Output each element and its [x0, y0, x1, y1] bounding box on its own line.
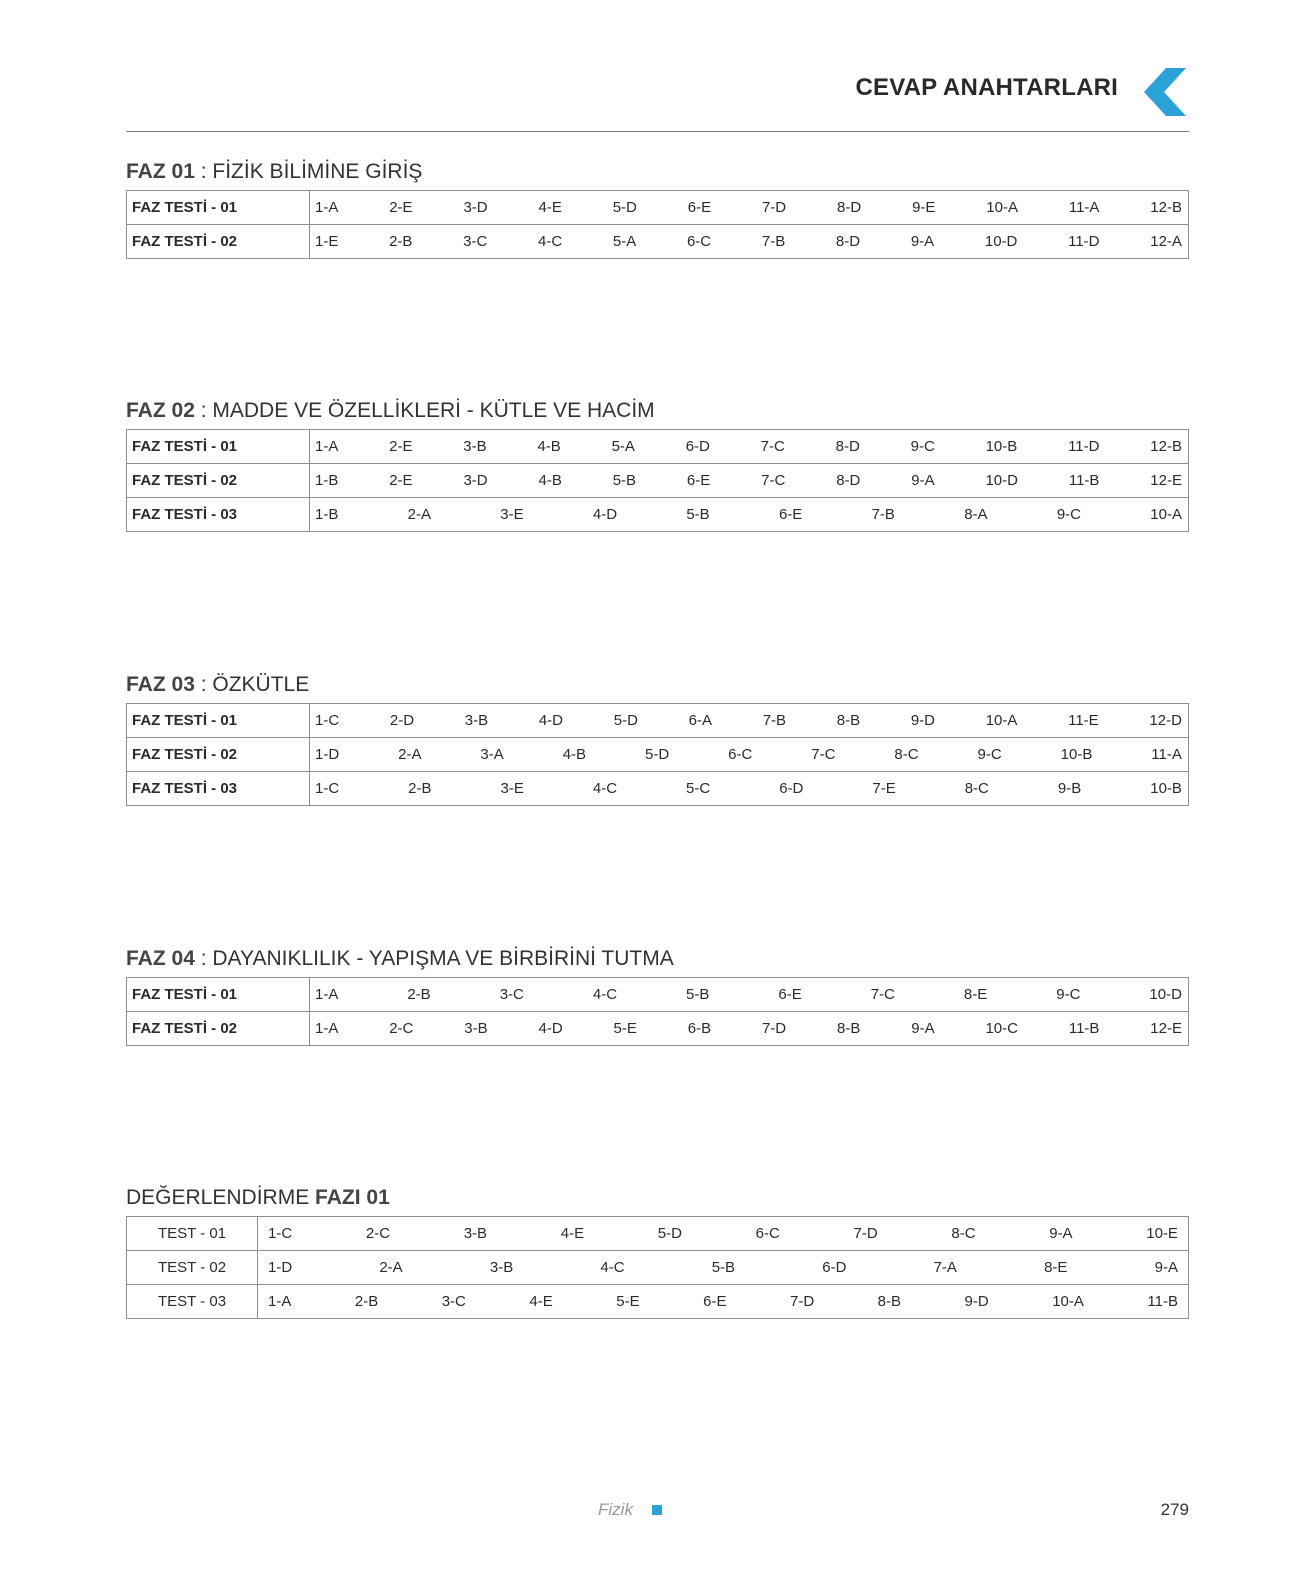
table-row: [127, 737, 1188, 771]
answer-cell: 3-B: [463, 438, 487, 455]
table-row: [127, 771, 1188, 805]
answer-cell: 7-C: [760, 438, 785, 455]
section-separator: :: [194, 399, 213, 422]
answer-cell: 2-A: [407, 506, 431, 523]
answer-cell: 4-E: [529, 1293, 553, 1310]
answer-cell: 9-A: [1049, 1225, 1073, 1242]
faz-04-section: [126, 944, 1189, 1046]
table-row: [127, 430, 1188, 463]
answer-cell: 6-C: [686, 233, 712, 250]
section-name: MADDE VE ÖZELLİKLERİ - KÜTLE VE HACİM: [212, 399, 655, 422]
answer-cell: 12-E: [1150, 472, 1182, 489]
answer-cell: 2-B: [408, 780, 432, 797]
answer-cell: 7-B: [762, 712, 787, 729]
table-row: [127, 1011, 1188, 1045]
answer-cell: 10-B: [985, 438, 1018, 455]
faz-01-section: [126, 157, 1189, 259]
answer-cell: 8-C: [894, 746, 919, 763]
table-row: [127, 497, 1188, 531]
answer-cell: 8-B: [877, 1293, 902, 1310]
answer-cell: 9-C: [977, 746, 1002, 763]
answer-cells: [258, 1217, 1188, 1250]
table-row: [127, 1284, 1188, 1318]
table-row: [127, 463, 1188, 497]
row-label: FAZ TESTİ - 01: [127, 704, 310, 737]
answer-cell: 4-B: [537, 438, 561, 455]
answer-cell: 12-E: [1150, 1020, 1182, 1037]
answer-cell: 5-D: [612, 199, 637, 216]
answer-cell: 6-E: [703, 1293, 727, 1310]
answer-cell: 6-E: [687, 199, 712, 216]
answer-cell: 8-E: [1044, 1259, 1068, 1276]
row-label: FAZ TESTİ - 02: [127, 1012, 310, 1045]
answer-cell: 9-C: [1056, 506, 1081, 523]
answer-cell: 1-D: [268, 1259, 293, 1276]
row-label: TEST - 01: [127, 1217, 258, 1250]
answer-cell: 1-C: [315, 712, 340, 729]
answer-cell: 10-D: [984, 233, 1018, 250]
chevron-left-icon: [1144, 68, 1190, 116]
answer-cell: 5-B: [686, 986, 710, 1003]
answer-cell: 1-A: [315, 438, 339, 455]
answer-cells: [310, 191, 1188, 224]
answer-cell: 9-E: [912, 199, 936, 216]
answer-cell: 9-D: [910, 712, 935, 729]
row-label: FAZ TESTİ - 01: [127, 430, 310, 463]
answer-cells: [310, 1012, 1188, 1045]
answer-cell: 9-A: [911, 472, 935, 489]
section-prefix: FAZ: [126, 160, 166, 183]
section-title: [126, 157, 1189, 187]
answer-cells: [310, 225, 1188, 258]
answer-cell: 6-D: [685, 438, 710, 455]
answer-cell: 3-C: [441, 1293, 466, 1310]
answer-cell: 9-C: [910, 438, 935, 455]
row-label: FAZ TESTİ - 01: [127, 191, 310, 224]
answer-cell: 3-B: [463, 1225, 488, 1242]
answer-cell: 8-C: [951, 1225, 976, 1242]
answer-cell: 8-D: [837, 199, 862, 216]
answer-cell: 5-D: [613, 712, 638, 729]
answer-cell: 10-A: [1150, 506, 1182, 523]
answer-cell: 10-B: [1060, 746, 1093, 763]
answer-cell: 1-A: [268, 1293, 292, 1310]
answer-cell: 5-B: [711, 1259, 736, 1276]
answer-cell: 10-B: [1150, 780, 1182, 797]
answer-cell: 5-D: [645, 746, 670, 763]
table-row: [127, 191, 1188, 224]
answer-cell: 4-E: [560, 1225, 585, 1242]
answer-cell: 9-A: [1154, 1259, 1178, 1276]
answer-cell: 5-C: [686, 780, 711, 797]
row-label: FAZ TESTİ - 02: [127, 225, 310, 258]
answer-cell: 7-E: [872, 780, 896, 797]
answer-cell: 6-B: [687, 1020, 712, 1037]
header-divider: [126, 131, 1189, 132]
answer-cell: 4-D: [538, 712, 564, 729]
section-title: [126, 670, 1189, 700]
answer-cells: [310, 498, 1188, 531]
answer-cell: 3-D: [463, 199, 488, 216]
answer-table: [126, 429, 1189, 532]
answer-cell: 12-B: [1150, 199, 1182, 216]
section-title: [126, 1183, 1189, 1213]
answer-cell: 11-D: [1068, 438, 1100, 455]
section-prefix: FAZ: [126, 399, 166, 422]
answer-table: [126, 1216, 1189, 1319]
answer-cell: 12-A: [1150, 233, 1182, 250]
row-label: TEST - 02: [127, 1251, 258, 1284]
answer-cell: 7-A: [933, 1259, 957, 1276]
answer-cell: 7-D: [853, 1225, 878, 1242]
table-row: [127, 1250, 1188, 1284]
answer-cell: 8-D: [835, 233, 861, 250]
answer-cells: [310, 430, 1188, 463]
answer-cell: 3-E: [500, 780, 524, 797]
answer-cell: 6-E: [778, 506, 803, 523]
answer-cell: 1-A: [315, 1020, 339, 1037]
answer-cell: 9-C: [1056, 986, 1081, 1003]
answer-cell: 4-B: [538, 472, 562, 489]
section-title: [126, 944, 1189, 974]
answer-cell: 4-C: [592, 986, 618, 1003]
answer-cell: 9-A: [911, 1020, 935, 1037]
page-title: CEVAP ANAHTARLARI: [855, 74, 1118, 101]
answer-cell: 2-B: [389, 233, 413, 250]
answer-cell: 7-C: [761, 472, 786, 489]
answer-cell: 5-A: [611, 438, 635, 455]
answer-cell: 7-C: [870, 986, 895, 1003]
answer-cell: 7-B: [871, 506, 895, 523]
answer-cell: 2-A: [398, 746, 422, 763]
answer-cell: 1-C: [268, 1225, 293, 1242]
answer-cell: 1-B: [315, 472, 339, 489]
section-separator: :: [194, 673, 213, 696]
section-number: 02: [171, 399, 195, 422]
answer-cell: 4-D: [538, 1020, 563, 1037]
answer-cell: 11-D: [1068, 233, 1100, 250]
answer-cell: 3-B: [464, 712, 489, 729]
answer-cell: 10-C: [985, 1020, 1018, 1037]
square-icon: [652, 1505, 662, 1515]
answer-cell: 6-C: [755, 1225, 780, 1242]
answer-cell: 9-D: [964, 1293, 989, 1310]
answer-cell: 2-E: [389, 438, 413, 455]
answer-cell: 11-B: [1068, 472, 1100, 489]
answer-cell: 1-A: [315, 986, 339, 1003]
answer-cell: 5-B: [612, 472, 637, 489]
assessment-bold-word: FAZI: [315, 1186, 361, 1209]
section-number: 03: [171, 673, 195, 696]
row-label: TEST - 03: [127, 1285, 258, 1318]
answer-cell: 11-A: [1068, 199, 1100, 216]
row-label: FAZ TESTİ - 02: [127, 464, 310, 497]
page-number: 279: [1160, 1500, 1189, 1519]
answer-cell: 10-E: [1146, 1225, 1178, 1242]
answer-cell: 5-B: [686, 506, 710, 523]
answer-cell: 6-D: [822, 1259, 847, 1276]
answer-cell: 8-E: [963, 986, 988, 1003]
answer-cell: 7-D: [789, 1293, 815, 1310]
section-prefix: FAZ: [126, 673, 166, 696]
answer-cell: 5-E: [613, 1020, 637, 1037]
answer-cell: 10-A: [1052, 1293, 1084, 1310]
section-separator: :: [194, 160, 213, 183]
answer-cell: 5-A: [612, 233, 637, 250]
answer-cell: 9-A: [910, 233, 935, 250]
answer-cells: [310, 738, 1188, 771]
answer-cell: 10-D: [985, 472, 1018, 489]
answer-cells: [310, 464, 1188, 497]
answer-cell: 7-D: [761, 199, 787, 216]
answer-cell: 1-E: [315, 233, 339, 250]
answer-cell: 1-D: [315, 746, 340, 763]
section-title: [126, 396, 1189, 426]
assessment-section: [126, 1183, 1189, 1319]
answer-cell: 10-D: [1149, 986, 1182, 1003]
answer-cell: 5-E: [616, 1293, 640, 1310]
answer-cell: 6-D: [779, 780, 804, 797]
row-label: FAZ TESTİ - 03: [127, 772, 310, 805]
section-number: 04: [171, 947, 195, 970]
answer-cell: 3-B: [489, 1259, 514, 1276]
section-prefix: FAZ: [126, 947, 166, 970]
answer-cell: 6-C: [728, 746, 753, 763]
answer-cell: 8-D: [835, 438, 860, 455]
answer-cell: 5-D: [657, 1225, 682, 1242]
answer-table: [126, 977, 1189, 1046]
answer-cell: 3-B: [464, 1020, 488, 1037]
answer-cell: 8-D: [836, 472, 861, 489]
answer-cells: [258, 1251, 1188, 1284]
answer-cell: 4-C: [592, 780, 618, 797]
section-name: DAYANIKLILIK - YAPIŞMA VE BİRBİRİNİ TUTMA: [212, 947, 674, 970]
row-label: FAZ TESTİ - 03: [127, 498, 310, 531]
answer-cell: 4-C: [538, 233, 563, 250]
answer-cell: 4-E: [538, 199, 562, 216]
answer-cell: 8-B: [836, 712, 861, 729]
section-name: FİZİK BİLİMİNE GİRİŞ: [212, 160, 423, 183]
table-row: [127, 224, 1188, 258]
answer-cell: 6-E: [686, 472, 711, 489]
section-name: ÖZKÜTLE: [212, 673, 310, 696]
answer-cell: 4-C: [600, 1259, 625, 1276]
answer-cell: 9-B: [1057, 780, 1082, 797]
assessment-number: 01: [366, 1186, 390, 1209]
section-number: 01: [171, 160, 195, 183]
answer-cell: 8-A: [964, 506, 988, 523]
answer-cell: 3-A: [480, 746, 504, 763]
answer-cell: 3-C: [463, 233, 488, 250]
answer-cell: 3-E: [500, 506, 524, 523]
answer-cell: 4-B: [562, 746, 587, 763]
assessment-prefix: DEĞERLENDİRME: [126, 1186, 310, 1209]
answer-cell: 7-D: [761, 1020, 787, 1037]
answer-cell: 11-B: [1147, 1293, 1178, 1310]
answer-table: [126, 703, 1189, 806]
answer-cells: [310, 704, 1188, 737]
answer-cell: 1-B: [315, 506, 339, 523]
answer-cell: 2-B: [354, 1293, 379, 1310]
answer-cell: 2-C: [365, 1225, 391, 1242]
answer-cell: 6-E: [778, 986, 802, 1003]
answer-cell: 12-D: [1149, 712, 1182, 729]
table-row: [127, 704, 1188, 737]
answer-cells: [310, 772, 1188, 805]
answer-cell: 7-C: [811, 746, 836, 763]
faz-02-section: [126, 396, 1189, 532]
faz-03-section: [126, 670, 1189, 806]
footer-subject: Fizik: [598, 1500, 633, 1519]
answer-cell: 7-B: [761, 233, 786, 250]
answer-cell: 3-D: [463, 472, 488, 489]
answer-cell: 2-E: [389, 472, 413, 489]
answer-cell: 11-E: [1068, 712, 1099, 729]
answer-cells: [310, 978, 1188, 1011]
answer-cell: 10-A: [985, 712, 1018, 729]
answer-cell: 2-A: [379, 1259, 403, 1276]
table-row: [127, 1217, 1188, 1250]
answer-cells: [258, 1285, 1188, 1318]
row-label: FAZ TESTİ - 01: [127, 978, 310, 1011]
answer-cell: 8-B: [837, 1020, 861, 1037]
row-label: FAZ TESTİ - 02: [127, 738, 310, 771]
section-separator: :: [194, 947, 213, 970]
answer-cell: 11-A: [1151, 746, 1182, 763]
answer-cell: 10-A: [986, 199, 1018, 216]
answer-cell: 2-D: [389, 712, 415, 729]
table-row: [127, 978, 1188, 1011]
answer-table: [126, 190, 1189, 259]
answer-cell: 2-E: [389, 199, 413, 216]
answer-cell: 12-B: [1150, 438, 1182, 455]
answer-cell: 1-C: [315, 780, 340, 797]
answer-cell: 1-A: [315, 199, 339, 216]
answer-cell: 4-D: [592, 506, 618, 523]
answer-cell: 2-C: [389, 1020, 414, 1037]
answer-cell: 2-B: [407, 986, 431, 1003]
answer-cell: 11-B: [1068, 1020, 1100, 1037]
answer-cell: 3-C: [499, 986, 524, 1003]
answer-cell: 6-A: [688, 712, 712, 729]
answer-cell: 8-C: [964, 780, 989, 797]
